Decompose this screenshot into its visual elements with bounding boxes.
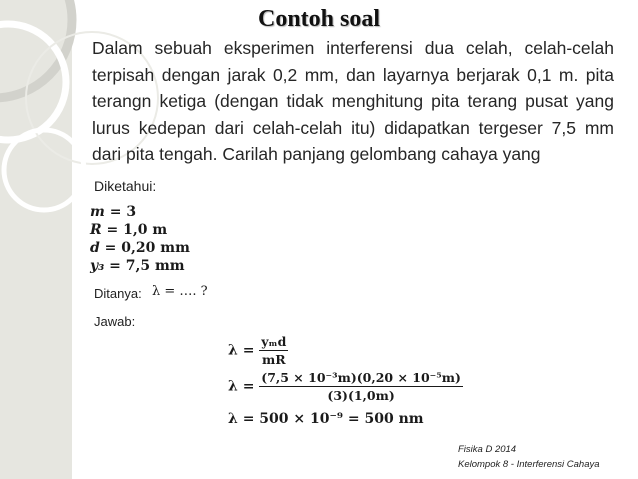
given-m: m = 3 bbox=[90, 204, 137, 220]
footer-line-1: Fisika D 2014 bbox=[458, 444, 517, 455]
answer-label: Jawab: bbox=[94, 314, 136, 329]
slide-footer bbox=[458, 442, 600, 472]
asked-label: Ditanya: bbox=[94, 286, 142, 301]
footer-line-2: Kelompok 8 - Interferensi Cahaya bbox=[458, 459, 600, 470]
given-d: d = 0,20 mm bbox=[90, 240, 190, 256]
substitution-row: λ = $\frac{\text{(7,5 × 10⁻³m)(0,20 × 10⁻⁵m)}}{(3)(1,0m)}$ bbox=[228, 370, 461, 403]
formula-denominator: mR bbox=[262, 352, 286, 367]
formula-fraction bbox=[259, 334, 288, 367]
slide-title: Contoh soal bbox=[257, 6, 381, 32]
result-row: λ = 500 × 10⁻⁹ = 500 nm bbox=[228, 411, 424, 427]
known-label: Diketahui: bbox=[94, 178, 157, 194]
asked-expression: λ = …. ? bbox=[152, 284, 208, 299]
substitution-numerator: (7,5 × 10⁻³m)(0,20 × 10⁻⁵m) bbox=[261, 370, 461, 385]
formula-row: λ = $\frac{\text{yₘd}}{mR}$ bbox=[228, 334, 287, 367]
solution-block bbox=[88, 176, 461, 403]
given-R: R = 1,0 m bbox=[90, 222, 168, 238]
given-y3: y₃ = 7,5 mm bbox=[90, 258, 185, 274]
substitution-fraction bbox=[259, 370, 463, 403]
formula-numerator: yₘd bbox=[261, 334, 287, 349]
substitution-denominator: (3)(1,0m) bbox=[327, 388, 395, 403]
problem-statement: Dalam sebuah eksperimen interferensi dua celah, celah-celah terpisah dengan jarak 0,2 mm, dan layarnya berjarak 0,1 m. pita terangn ketiga (dengan tidak menghitung pita terang pusat yang lurus kedepan dari celah-celah itu) didapatkan tergeser 7,5 mm dari pita tengah. Carilah panjang gelombang cahaya yang bbox=[92, 38, 614, 164]
